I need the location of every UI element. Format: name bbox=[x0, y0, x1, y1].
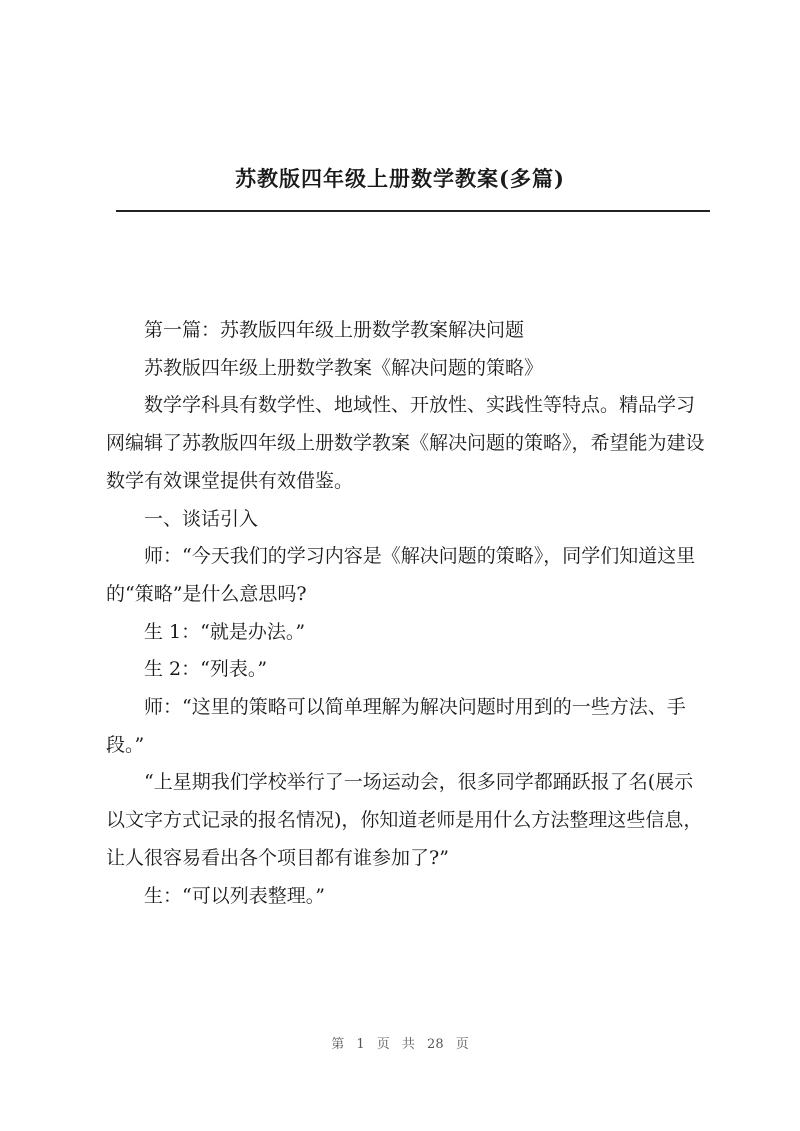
paragraph: 一、谈话引入 bbox=[144, 507, 259, 530]
paragraph: 苏教版四年级上册数学教案《解决问题的策略》 bbox=[144, 356, 544, 379]
paragraph: “上星期我们学校举行了一场运动会，很多同学都踊跃报了名(展示以文字方式记录的报名情况)，你知道老师是用什么方法整理这些信息，让人很容易看出各个项目都有谁参加了?” bbox=[106, 771, 703, 869]
paragraph: 数学学科具有数学性、地域性、开放性、实践性等特点。精品学习网编辑了苏教版四年级上册数学教案《解决问题的策略》，希望能为建设数学有效课堂提供有效借鉴。 bbox=[106, 394, 705, 492]
document-body bbox=[106, 312, 710, 915]
paragraph: 师：“今天我们的学习内容是《解决问题的策略》，同学们知道这里的“策略”是什么意思吗? bbox=[106, 545, 696, 605]
title-divider bbox=[116, 210, 710, 212]
paragraph: 师：“这里的策略可以简单理解为解决问题时用到的一些方法、手段。” bbox=[106, 696, 686, 756]
document-title: 苏教版四年级上册数学教案(多篇) bbox=[235, 166, 565, 191]
paragraph: 第一篇：苏教版四年级上册数学教案解决问题 bbox=[144, 319, 525, 341]
paragraph: 生 2：“列表。” bbox=[144, 658, 268, 681]
paragraph: 生 1：“就是办法。” bbox=[144, 620, 306, 643]
paragraph: 生：“可以列表整理。” bbox=[144, 884, 325, 907]
page-footer: 第 1 页 共 28 页 bbox=[331, 1037, 469, 1052]
